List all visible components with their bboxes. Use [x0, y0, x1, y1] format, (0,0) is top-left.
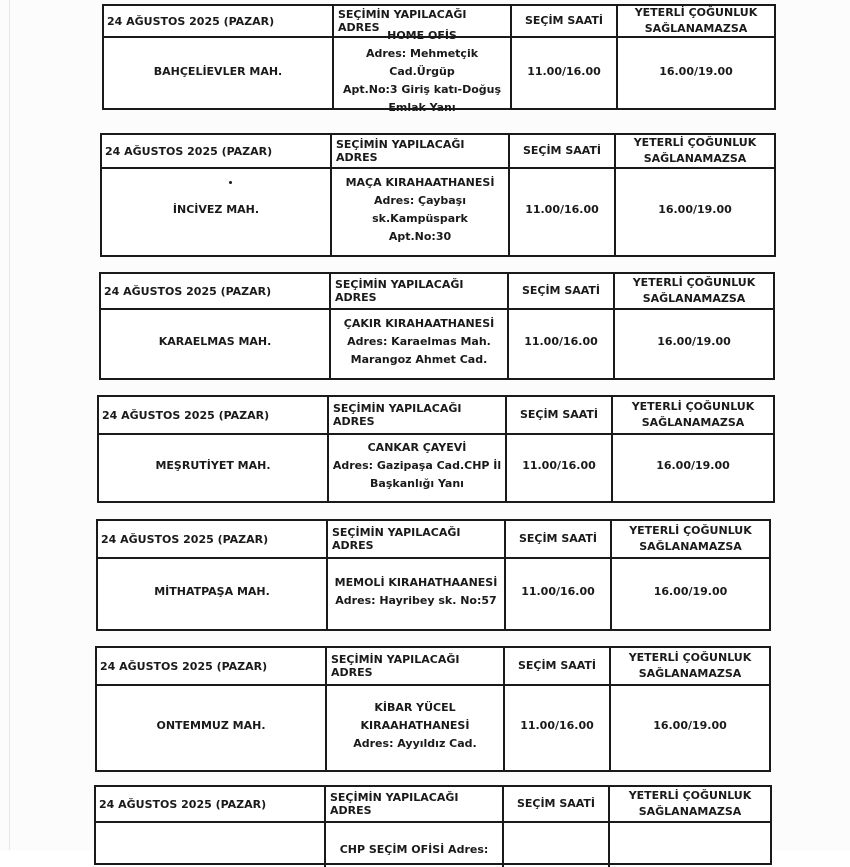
address-header: SEÇİMİN YAPILACAĞI ADRES: [332, 135, 510, 167]
time-header: SEÇİM SAATİ: [505, 648, 611, 684]
address-header: SEÇİMİN YAPILACAĞI ADRES: [326, 787, 504, 821]
address-header: SEÇİMİN YAPILACAĞI ADRES: [328, 521, 506, 557]
neighborhood-cell: KARAELMAS MAH.: [101, 306, 331, 378]
quorum-header: YETERLİ ÇOĞUNLUK SAĞLANAMAZSA: [632, 276, 756, 305]
date-header: 24 AĞUSTOS 2025 (PAZAR): [104, 6, 334, 36]
address-cell: CANKAR ÇAYEVİ Adres: Gazipaşa Cad.CHP İl Başkanlığı Yanı: [329, 431, 507, 501]
election-table-mesrutiyet: [97, 395, 775, 503]
election-table-incivez: [100, 133, 776, 257]
address-header: SEÇİMİN YAPILACAĞI ADRES: [327, 648, 505, 684]
address-cell: MEMOLİ KIRAHATHAANESİ Adres: Hayribey sk. No:57: [328, 555, 506, 629]
neighborhood-cell: MEŞRUTİYET MAH.: [99, 431, 329, 501]
time-header: SEÇİM SAATİ: [509, 274, 615, 308]
date-header: 24 AĞUSTOS 2025 (PAZAR): [97, 648, 327, 684]
quorum-header: YETERLİ ÇOĞUNLUK SAĞLANAMAZSA: [629, 524, 752, 553]
neighborhood-cell: [96, 823, 326, 867]
address-header: SEÇİMİN YAPILACAĞI ADRES: [329, 397, 507, 433]
address-cell: CHP SEÇİM OFİSİ Adres:: [326, 823, 504, 867]
quorum-header: YETERLİ ÇOĞUNLUK SAĞLANAMAZSA: [633, 136, 757, 165]
election-table-bahcelievler: [102, 4, 776, 114]
quorum-header: YETERLİ ÇOĞUNLUK SAĞLANAMAZSA: [634, 6, 758, 35]
time-cell: 11.00/16.00: [507, 431, 613, 501]
table-header: [99, 397, 773, 435]
address-header: SEÇİMİN YAPILACAĞI ADRES: [334, 6, 512, 36]
time-cell: 11.00/16.00: [506, 555, 612, 629]
election-table-ontemmuz: [95, 646, 771, 772]
scan-speck: [229, 181, 232, 184]
page-edge-shadow: [9, 0, 10, 850]
alt-time-cell: 16.00/19.00: [656, 459, 730, 472]
address-cell: KİBAR YÜCEL KIRAAHATHANESİ Adres: Ayyıldız Cad.: [327, 682, 505, 770]
quorum-header: YETERLİ ÇOĞUNLUK SAĞLANAMAZSA: [628, 651, 752, 680]
election-table-karaelmas: [99, 272, 775, 380]
date-header: 24 AĞUSTOS 2025 (PAZAR): [99, 397, 329, 433]
table-header: [101, 274, 773, 310]
alt-time-cell: 16.00/19.00: [653, 719, 727, 732]
quorum-header: YETERLİ ÇOĞUNLUK SAĞLANAMAZSA: [631, 400, 755, 429]
table-row: [101, 306, 773, 378]
table-row: [102, 165, 774, 255]
election-table-partial: [94, 785, 772, 865]
time-cell: 11.00/16.00: [510, 165, 616, 255]
table-header: [98, 521, 769, 559]
date-header: 24 AĞUSTOS 2025 (PAZAR): [101, 274, 331, 308]
neighborhood-cell: ONTEMMUZ MAH.: [97, 682, 327, 770]
date-header: 24 AĞUSTOS 2025 (PAZAR): [102, 135, 332, 167]
table-header: [102, 135, 774, 169]
time-header: SEÇİM SAATİ: [507, 397, 613, 433]
time-cell: 11.00/16.00: [505, 682, 611, 770]
neighborhood-cell: BAHÇELİEVLER MAH.: [104, 36, 334, 108]
table-row: [104, 29, 774, 114]
time-cell: 11.00/16.00: [509, 306, 615, 378]
time-cell: 11.00/16.00: [512, 36, 618, 108]
neighborhood-cell: İNCİVEZ MAH.: [102, 165, 332, 255]
neighborhood-cell: MİTHATPAŞA MAH.: [98, 555, 328, 629]
table-header: [97, 648, 769, 686]
date-header: 24 AĞUSTOS 2025 (PAZAR): [98, 521, 328, 557]
time-header: SEÇİM SAATİ: [512, 6, 618, 36]
quorum-header: YETERLİ ÇOĞUNLUK SAĞLANAMAZSA: [628, 789, 752, 818]
address-cell: ÇAKIR KIRAHAATHANESİ Adres: Karaelmas Mah. Marangoz Ahmet Cad.: [331, 306, 509, 378]
alt-time-cell: 16.00/19.00: [657, 335, 731, 348]
table-row: [96, 823, 770, 867]
address-cell: MAÇA KIRAHAATHANESİ Adres: Çaybaşı sk.Kampüspark Apt.No:30: [332, 165, 510, 255]
table-row: [98, 555, 769, 629]
time-header: SEÇİM SAATİ: [504, 787, 610, 821]
alt-time-cell: 16.00/19.00: [658, 203, 732, 216]
alt-time-cell: 16.00/19.00: [653, 585, 728, 598]
address-cell: HOME OFİS Adres: Mehmetçik Cad.Ürgüp Apt.No:3 Giriş katı-Doğuş Emlak Yanı: [334, 36, 512, 108]
alt-time-cell: 16.00/19.00: [659, 65, 733, 78]
table-row: [97, 682, 769, 770]
table-row: [99, 431, 773, 501]
time-header: SEÇİM SAATİ: [506, 521, 612, 557]
alt-time-cell: [610, 823, 770, 867]
election-table-mithatpasa: [96, 519, 771, 631]
date-header: 24 AĞUSTOS 2025 (PAZAR): [96, 787, 326, 821]
table-header: [96, 787, 770, 823]
time-cell: [504, 823, 610, 867]
time-header: SEÇİM SAATİ: [510, 135, 616, 167]
address-header: SEÇİMİN YAPILACAĞI ADRES: [331, 274, 509, 308]
